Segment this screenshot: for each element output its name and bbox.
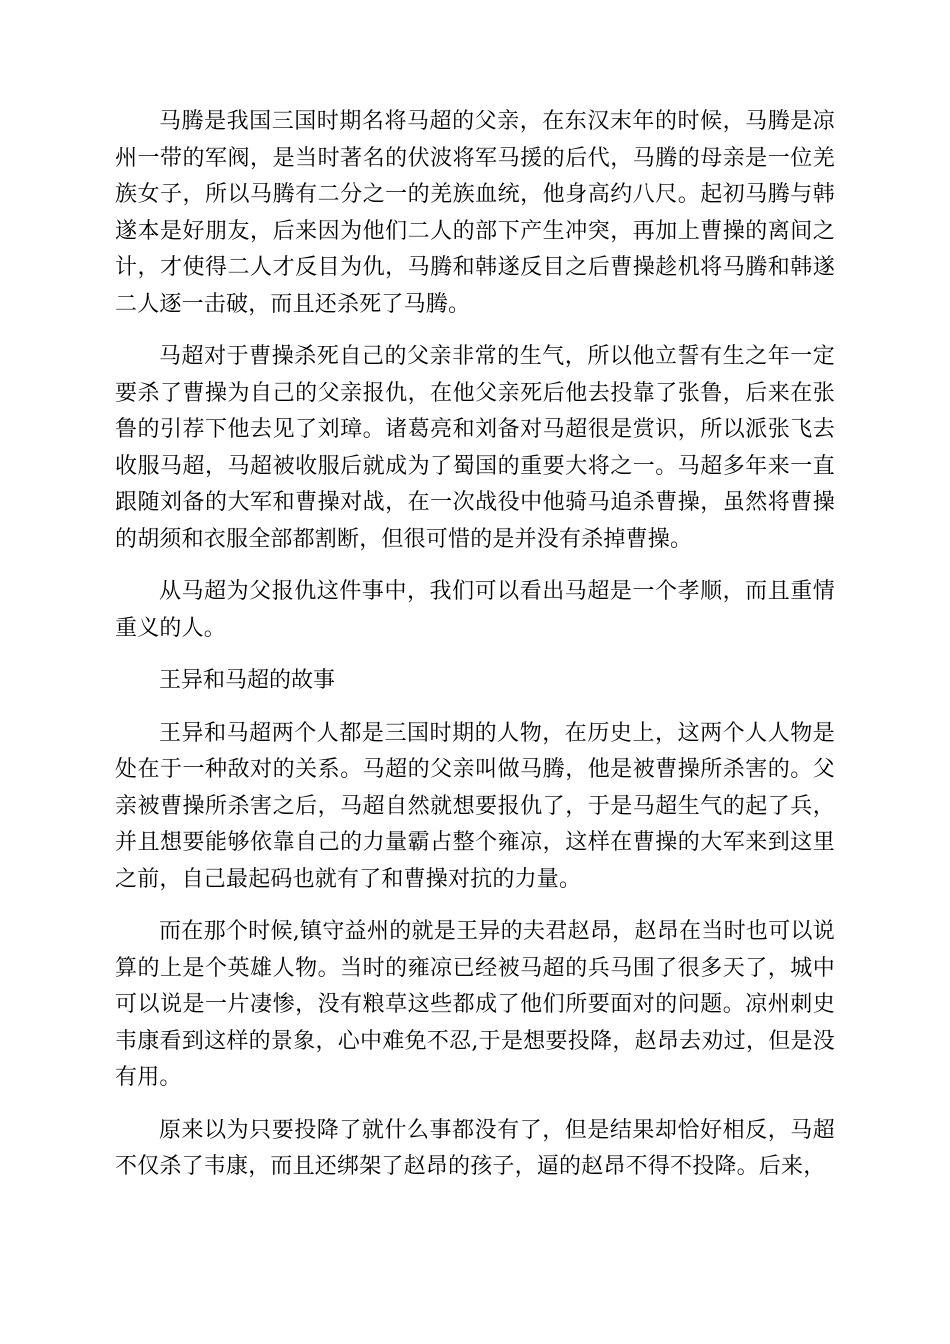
paragraph-ma-teng-background: 马腾是我国三国时期名将马超的父亲，在东汉末年的时候，马腾是凉州一带的军阀，是当时著名的伏波将军马援的后代，马腾的母亲是一位羌族女子，所以马腾有二分之一的羌族血统，他身高约八尺。起初马腾与韩遂本是好朋友，后来因为他们二人的部下产生冲突，再加上曹操的离间之计，才使得二人才反目为仇，马腾和韩遂反目之后曹操趁机将马腾和韩遂二人逐一击破，而且还杀死了马腾。 (115, 109, 835, 317)
section-heading: 王异和马超的故事 (159, 668, 336, 693)
paragraph-ma-chao-revenge: 马超对于曹操杀死自己的父亲非常的生气，所以他立誓有生之年一定要杀了曹操为自己的父亲报仇，在他父亲死后他去投靠了张鲁，后来在张鲁的引荐下他去见了刘璋。诸葛亮和刘备对马超很是赏识，所以派张飞去收服马超，马超被收服后就成为了蜀国的重要大将之一。马超多年来一直跟随刘备的大军和曹操对战，在一次战役中他骑马追杀曹操，虽然将曹操的胡须和衣服全部都割断，但很可惜的是并没有杀掉曹操。 (115, 344, 835, 552)
document-page (115, 104, 835, 1202)
paragraph-zhao-ang: 而在那个时候,镇守益州的就是王异的夫君赵昂，赵昂在当时也可以说算的上是个英雄人物。当时的雍凉已经被马超的兵马围了很多天了，城中可以说是一片凄惨，没有粮草这些都成了他们所要面对的问题。凉州刺史韦康看到这样的景象，心中难免不忍,于是想要投降，赵昂去劝过，但是没有用。 (115, 919, 835, 1090)
paragraph-surrender: 原来以为只要投降了就什么事都没有了，但是结果却恰好相反，马超不仅杀了韦康，而且还绑架了赵昂的孩子，逼的赵昂不得不投降。后来， (115, 1117, 835, 1179)
paragraph-wang-yi-intro: 王异和马超两个人都是三国时期的人物，在历史上，这两个人人物是处在于一种敌对的关系。马超的父亲叫做马腾，他是被曹操所杀害的。父亲被曹操所杀害之后，马超自然就想要报仇了，于是马超生气的起了兵，并且想要能够依靠自己的力量霸占整个雍凉，这样在曹操的大军来到这里之前，自己最起码也就有了和曹操对抗的力量。 (115, 720, 835, 892)
paragraph-filial-piety: 从马超为父报仇这件事中，我们可以看出马超是一个孝顺，而且重情重义的人。 (115, 579, 835, 641)
